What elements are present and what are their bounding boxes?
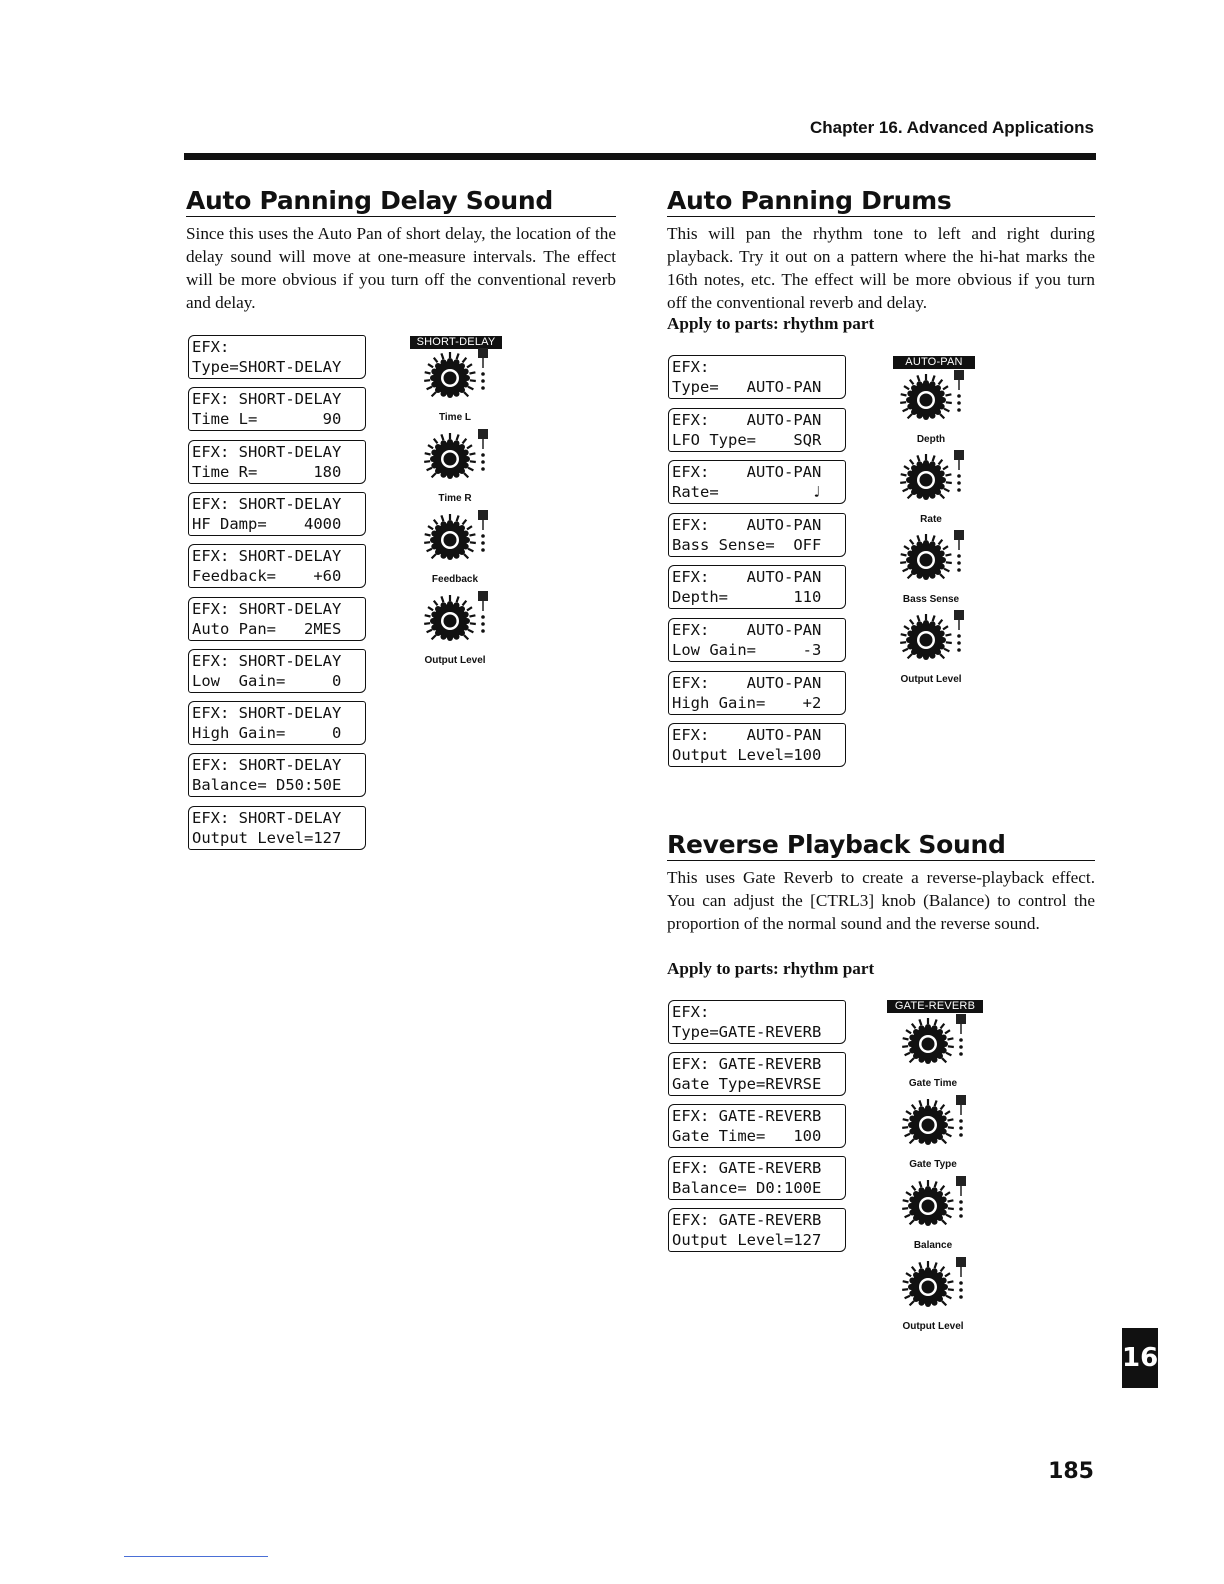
knob-label: Output Level — [424, 655, 486, 666]
apply-to-parts-auto-pan: Apply to parts: rhythm part — [667, 314, 875, 333]
lcd-line-bottom: High Gain= 0 — [192, 724, 342, 743]
lcd-display — [188, 806, 366, 850]
lcd-display — [188, 753, 366, 797]
lcd-line-bottom: Output Level=127 — [672, 1231, 822, 1249]
lcd-line-bottom: Type=SHORT-DELAY — [192, 358, 342, 376]
lcd-line-bottom: Output Level=100 — [672, 746, 822, 765]
lcd-line-top: EFX: SHORT-DELAY — [192, 390, 342, 409]
effect-label-gate-reverb: GATE-REVERB — [887, 1000, 983, 1013]
lcd-line-bottom: Gate Type=REVRSE — [672, 1075, 822, 1093]
lcd-line-top: EFX: AUTO-PAN — [672, 410, 822, 429]
knob-control — [896, 448, 996, 526]
lcd-display — [668, 513, 846, 557]
lcd-display — [668, 618, 846, 662]
lcd-line-top: EFX: SHORT-DELAY — [192, 599, 342, 618]
lcd-line-top: EFX: SHORT-DELAY — [192, 704, 342, 723]
lcd-line-bottom: Low Gain= -3 — [672, 641, 822, 659]
apply-to-parts-gate-reverb: Apply to parts: rhythm part — [667, 959, 875, 978]
lcd-line-top: EFX: AUTO-PAN — [672, 568, 822, 587]
knob-label: Bass Sense — [902, 594, 960, 605]
knob-label: Time R — [438, 493, 472, 504]
knob-label: Rate — [920, 514, 942, 525]
section-title-auto-panning-delay: Auto Panning Delay Sound — [186, 186, 616, 217]
lcd-display — [188, 649, 366, 693]
lcd-display — [188, 701, 366, 745]
lcd-display — [668, 1000, 846, 1044]
lcd-display — [188, 492, 366, 536]
lcd-line-bottom: Type=GATE-REVERB — [672, 1023, 822, 1041]
lcd-line-bottom: HF Damp= 4000 — [192, 514, 342, 533]
lcd-line-top: EFX: GATE-REVERB — [672, 1159, 822, 1177]
lcd-line-top: EFX: SHORT-DELAY — [192, 756, 342, 775]
knob-icon — [898, 1174, 974, 1236]
knob-icon — [898, 1255, 974, 1317]
section-paragraph-reverse-playback: This uses Gate Reverb to create a reverse-playback effect. You can adjust the [CTRL3] knob (Balance) to control the proportion of the normal sound and the reverse sound. — [667, 868, 1095, 933]
knob-icon — [898, 1093, 974, 1155]
lcd-line-top: EFX: — [672, 1003, 710, 1021]
lcd-display — [188, 544, 366, 588]
section-paragraph-auto-panning-drums: This will pan the rhythm tone to left and right during playback. Try it out on a pattern where the hi-hat marks the 16th notes, etc. The effect will be more obvious if you turn off the conventional reverb and delay. — [667, 224, 1095, 312]
knob-label: Output Level — [902, 1321, 964, 1332]
section-paragraph-auto-panning-delay: Since this uses the Auto Pan of short delay, the location of the delay sound will move at one-measure intervals. The effect will be more obvious if you turn off the conventional reverb and delay. — [186, 224, 616, 312]
section-title-reverse-playback: Reverse Playback Sound — [667, 830, 1095, 861]
lcd-line-top: EFX: GATE-REVERB — [672, 1055, 822, 1073]
lcd-line-bottom: LFO Type= SQR — [672, 430, 822, 449]
page-number: 185 — [1048, 1459, 1094, 1484]
knob-control — [898, 1093, 998, 1171]
lcd-line-bottom: High Gain= +2 — [672, 693, 822, 712]
lcd-display — [188, 597, 366, 641]
lcd-display — [188, 440, 366, 484]
lcd-line-bottom: Low Gain= 0 — [192, 671, 342, 690]
lcd-line-bottom: Time R= 180 — [192, 462, 342, 481]
knob-control — [420, 427, 520, 505]
lcd-display — [668, 565, 846, 609]
chapter-heading: Chapter 16. Advanced Applications — [809, 118, 1094, 137]
lcd-line-bottom: Time L= 90 — [192, 410, 342, 429]
lcd-line-bottom: Depth= 110 — [672, 588, 822, 607]
lcd-line-top: EFX: AUTO-PAN — [672, 515, 822, 534]
knob-label: Balance — [913, 1240, 953, 1251]
knob-icon — [420, 346, 496, 408]
knob-label: Gate Time — [908, 1078, 958, 1089]
knob-control — [898, 1012, 998, 1090]
knob-label: Time L — [438, 412, 472, 423]
lcd-line-top: EFX: SHORT-DELAY — [192, 547, 342, 566]
lcd-display — [188, 387, 366, 431]
knob-icon — [420, 589, 496, 651]
lcd-line-bottom: Gate Time= 100 — [672, 1127, 822, 1145]
lcd-display — [668, 408, 846, 452]
knob-icon — [896, 608, 972, 670]
lcd-line-bottom: Balance= D50:50E — [192, 776, 342, 795]
lcd-line-bottom: Feedback= +60 — [192, 567, 342, 586]
knob-label: Feedback — [431, 574, 479, 585]
lcd-line-top: EFX: SHORT-DELAY — [192, 808, 342, 827]
knob-control — [420, 589, 520, 667]
knob-control — [898, 1174, 998, 1252]
lcd-line-bottom: Rate= ♩ — [672, 483, 822, 502]
knob-icon — [896, 368, 972, 430]
knob-label: Gate Type — [909, 1159, 957, 1170]
lcd-line-top: EFX: SHORT-DELAY — [192, 442, 342, 461]
lcd-display — [668, 1156, 846, 1200]
lcd-line-top: EFX: — [192, 338, 230, 356]
lcd-line-bottom: Balance= D0:100E — [672, 1179, 822, 1197]
lcd-display — [668, 1104, 846, 1148]
lcd-display — [668, 1208, 846, 1252]
knob-control — [420, 508, 520, 586]
lcd-display — [668, 723, 846, 767]
effect-label-auto-pan: AUTO-PAN — [893, 356, 975, 369]
knob-label: Output Level — [900, 674, 962, 685]
lcd-line-top: EFX: — [672, 358, 710, 376]
lcd-display — [188, 335, 366, 379]
knob-icon — [420, 508, 496, 570]
knob-icon — [896, 448, 972, 510]
lcd-line-top: EFX: GATE-REVERB — [672, 1107, 822, 1125]
lcd-line-bottom: Type= AUTO-PAN — [672, 378, 822, 396]
knob-icon — [896, 528, 972, 590]
knob-control — [896, 368, 996, 446]
footer-line — [124, 1556, 268, 1557]
lcd-display — [668, 460, 846, 504]
knob-control — [420, 346, 520, 424]
lcd-line-bottom: Output Level=127 — [192, 828, 342, 847]
lcd-line-top: EFX: AUTO-PAN — [672, 726, 822, 745]
lcd-line-top: EFX: AUTO-PAN — [672, 621, 822, 639]
knob-icon — [898, 1012, 974, 1074]
knob-control — [896, 528, 996, 606]
knob-label: Depth — [916, 434, 946, 445]
section-title-auto-panning-drums: Auto Panning Drums — [667, 186, 1095, 217]
lcd-line-bottom: Bass Sense= OFF — [672, 535, 822, 554]
lcd-display — [668, 355, 846, 399]
lcd-display — [668, 1052, 846, 1096]
effect-label-short-delay: SHORT-DELAY — [410, 336, 502, 349]
lcd-line-top: EFX: SHORT-DELAY — [192, 494, 342, 513]
lcd-line-top: EFX: SHORT-DELAY — [192, 651, 342, 670]
lcd-line-top: EFX: AUTO-PAN — [672, 673, 822, 692]
header-rule — [184, 153, 1096, 160]
chapter-side-tab: 16 — [1122, 1328, 1158, 1388]
lcd-line-bottom: Auto Pan= 2MES — [192, 619, 342, 638]
knob-control — [898, 1255, 998, 1333]
knob-icon — [420, 427, 496, 489]
lcd-line-top: EFX: AUTO-PAN — [672, 463, 822, 482]
knob-control — [896, 608, 996, 686]
lcd-line-top: EFX: GATE-REVERB — [672, 1211, 822, 1229]
lcd-display — [668, 671, 846, 715]
